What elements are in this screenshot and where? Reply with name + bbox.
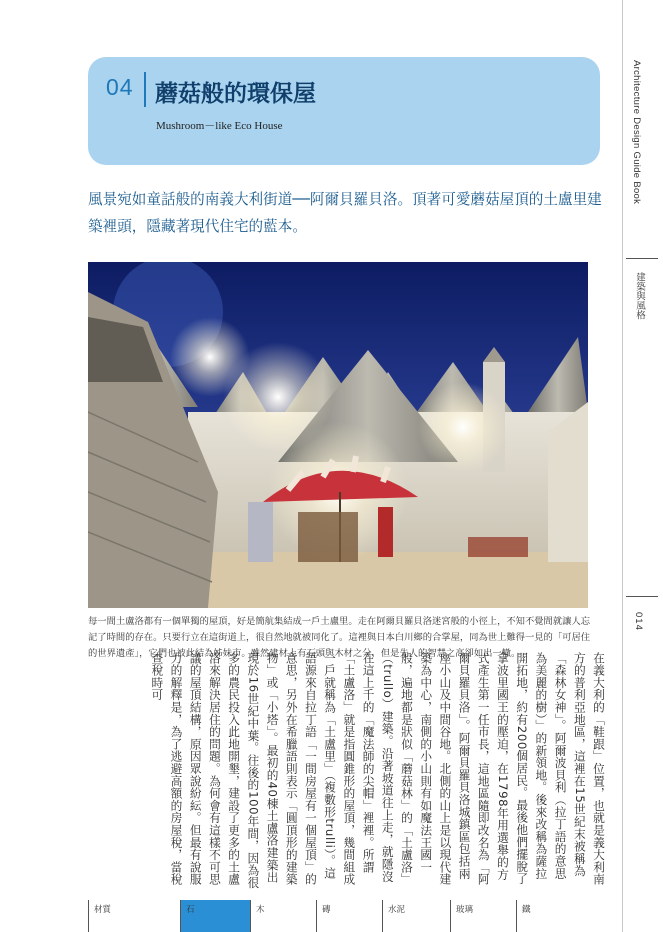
spine-rule [626,596,658,597]
spine-rule [626,258,658,259]
material-cell [250,900,317,932]
material-cell [316,900,383,932]
material-cell [516,900,609,932]
chapter-divider [144,72,146,107]
page-number: 014 [633,612,644,631]
spine-book-title: Architecture Design Guide Book [631,60,642,205]
spine-divider [622,0,623,932]
body-text: 在義大利的「鞋跟」位置，也就是義大利南方的普利亞地區，這裡在15世紀末被稱為「森林女神」。阿爾波貝利（拉丁語的意思為美麗的樹）」的新領地。後來改稱為薩拉開拓地，約有200個居民。最後他們擺脫了拿波里國王的壓迫，在1798年用選舉的方式產生第一任市長，這地區隨即改名為「阿爾貝羅貝洛」。阿爾貝羅貝洛城鎮區包括兩座小山及中間谷地。北側的山上是以現代建築為中心，南側的小山則有如魔法王國一般，遍地都是狀似「蘑菇林」的「土盧洛」（trullo）建築。沿著坡道往上走，就隱沒在這上千的「魔法師的尖帽」裡裡。所謂「土盧洛」就是指圓錐形的屋頂，幾間組成一戶就稱為「土盧里」（複數形trulli）。這語源來自拉丁語「一間房屋有一個屋頂」的意思，另外在希臘語則表示「圓頂形的建築物」或「小塔」。最初的40棟土盧洛建築出現於16世紀中葉。往後的100年間，因為很多的農民投入此地開墾，建設了更多的土盧洛來解決居住的問題。為何會有這樣不可思議的屋頂結構，原因眾說紛紜。但最有說服力的解釋是，為了逃避高額的房屋稅，當稅查稅時可 [150,652,606,889]
material-label: 玻璃 [456,905,474,915]
spine-section-label: 建築與風格 [634,272,645,320]
material-label: 材質 [94,905,112,915]
chapter-number: 04 [106,74,134,100]
material-label: 木 [256,905,265,915]
material-cell [450,900,517,932]
trulli-illustration [88,262,588,608]
material-bar [88,900,608,932]
lead-paragraph: 風景宛如童話般的南義大利街道──阿爾貝羅貝洛。頂著可愛蘑菇屋頂的土盧里建築裡頭，隱藏著現代住宅的藍本。 [88,191,602,235]
material-cell [382,900,451,932]
material-label: 磚 [322,905,331,915]
material-cell [88,900,181,932]
chapter-subtitle: Mushroom－like Eco House [156,120,283,132]
photo-caption: 每一間土盧洛都有一個單獨的屋頂，好是簡航集結成一戶土盧里。走在阿爾貝羅貝洛迷宮般的小徑上，不知不覺間就讓人忘記了時間的存在。只要行立在這街道上，很自然地就被同化了。這裡與日本白川鄉的合掌屋，同為世上難得一見的「可居住的世界遺產」，它們也被此結為姊妹市。雖然建材上有石頭與木材之分，但是先人的智慧之高卻如出一轍。 [88,616,591,659]
material-label: 水泥 [388,905,406,915]
chapter-title: 蘑菇般的環保屋 [155,81,316,107]
trulli-night-photo [88,262,588,608]
material-label: 鐵 [522,905,531,915]
material-label: 石 [186,905,195,915]
material-cell-active [180,900,251,932]
chapter-title-box [88,57,600,165]
